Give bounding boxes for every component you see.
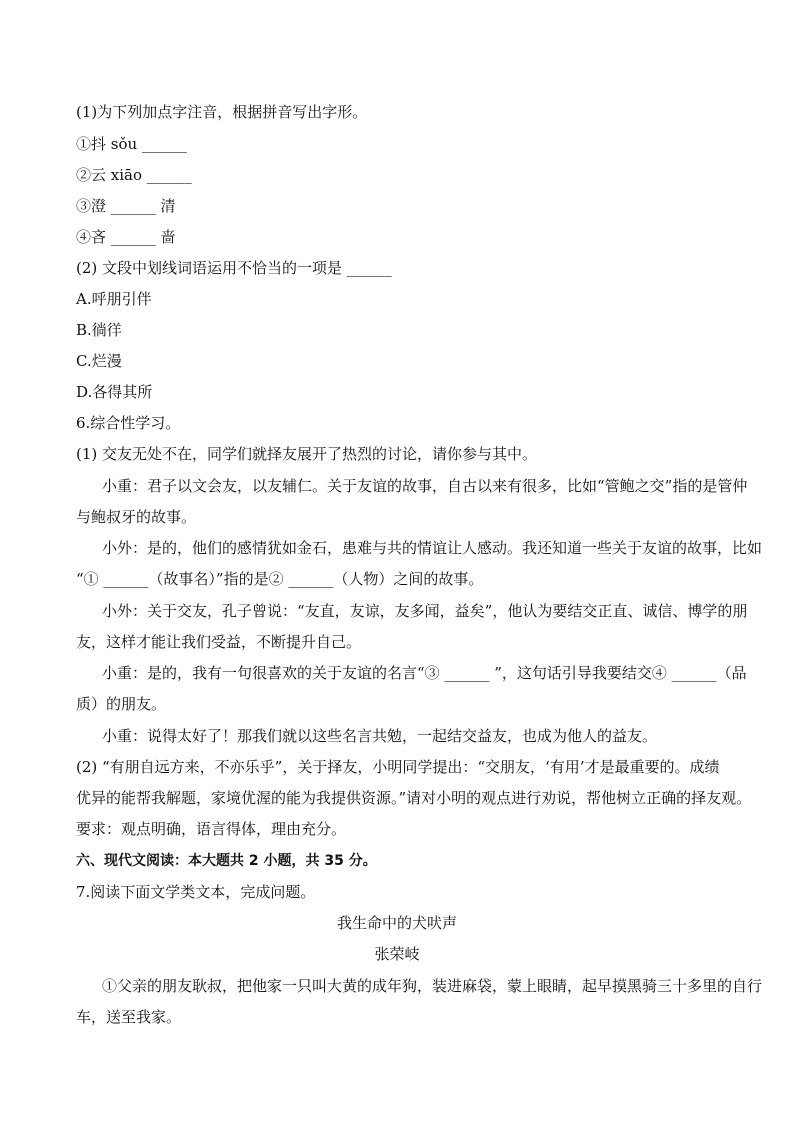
section-6-question-1: (1) 交友无处不在，同学们就择友展开了热烈的讨论，请你参与其中。	[76, 445, 538, 463]
option-c: C.烂漫	[76, 352, 122, 370]
dialogue-line: 小重：是的，我有一句很喜欢的关于友谊的名言“③ ______ ”，这句话引导我要结交④ ______（品	[102, 664, 747, 682]
article-title: 我生命中的犬吠声	[336, 914, 457, 932]
section-6-heading: 6.综合性学习。	[76, 414, 181, 432]
dialogue-line: 质）的朋友。	[76, 695, 167, 713]
dialogue-line: “① ______（故事名）”指的是② ______（人物）之间的故事。	[76, 570, 484, 588]
dialogue-line: 与鲍叔牙的故事。	[76, 508, 197, 526]
question-7-stem: 7.阅读下面文学类文本，完成问题。	[76, 883, 316, 901]
section-6-question-2: (2) “有朋自远方来，不亦乐乎”，关于择友，小明同学提出：“交朋友，‘有用’才是最重要的。成绩	[76, 758, 720, 776]
option-b: B.徜徉	[76, 321, 122, 339]
option-d: D.各得其所	[76, 383, 153, 401]
pinyin-item-4: ④吝 ______ 啬	[76, 228, 176, 246]
section-6-question-2-cont: 优异的能帮我解题，家境优渥的能为我提供资源。”请对小明的观点进行劝说，帮他树立正确的择友观。	[76, 789, 752, 807]
part-6-heading: 六、现代文阅读：本大题共 2 小题，共 35 分。	[76, 853, 377, 869]
pinyin-item-2: ②云 xiāo ______	[76, 166, 192, 184]
requirements: 要求：观点明确，语言得体，理由充分。	[76, 820, 347, 838]
dialogue-line: 小重：说得太好了！那我们就以这些名言共勉，一起结交益友，也成为他人的益友。	[102, 727, 658, 745]
question-1-stem: (1)为下列加点字注音，根据拼音写出字形。	[76, 103, 368, 121]
pinyin-item-1: ①抖 sǒu ______	[76, 135, 187, 153]
dialogue-line: 小外：关于交友，孔子曾说：“友直，友谅，友多闻，益矣”，他认为要结交正直、诚信、博学的朋	[102, 602, 748, 620]
article-paragraph-1-cont: 车，送至我家。	[76, 1008, 182, 1026]
dialogue-line: 友，这样才能让我们受益，不断提升自己。	[76, 633, 362, 651]
dialogue-line: 小外：是的，他们的感情犹如金石，患难与共的情谊让人感动。我还知道一些关于友谊的故事，比如	[102, 539, 763, 557]
dialogue-line: 小重：君子以文会友，以友辅仁。关于友谊的故事，自古以来有很多，比如“管鲍之交”指的是管仲	[102, 477, 748, 495]
question-2-stem: (2) 文段中划线词语运用不恰当的一项是 ______	[76, 259, 392, 277]
option-a: A.呼朋引伴	[76, 290, 152, 308]
article-author: 张荣岐	[374, 945, 420, 963]
article-paragraph-1: ①父亲的朋友耿叔，把他家一只叫大黄的成年狗，装进麻袋，蒙上眼睛，起早摸黑骑三十多里的自行	[102, 977, 763, 995]
pinyin-item-3: ③澄 ______ 清	[76, 197, 176, 215]
